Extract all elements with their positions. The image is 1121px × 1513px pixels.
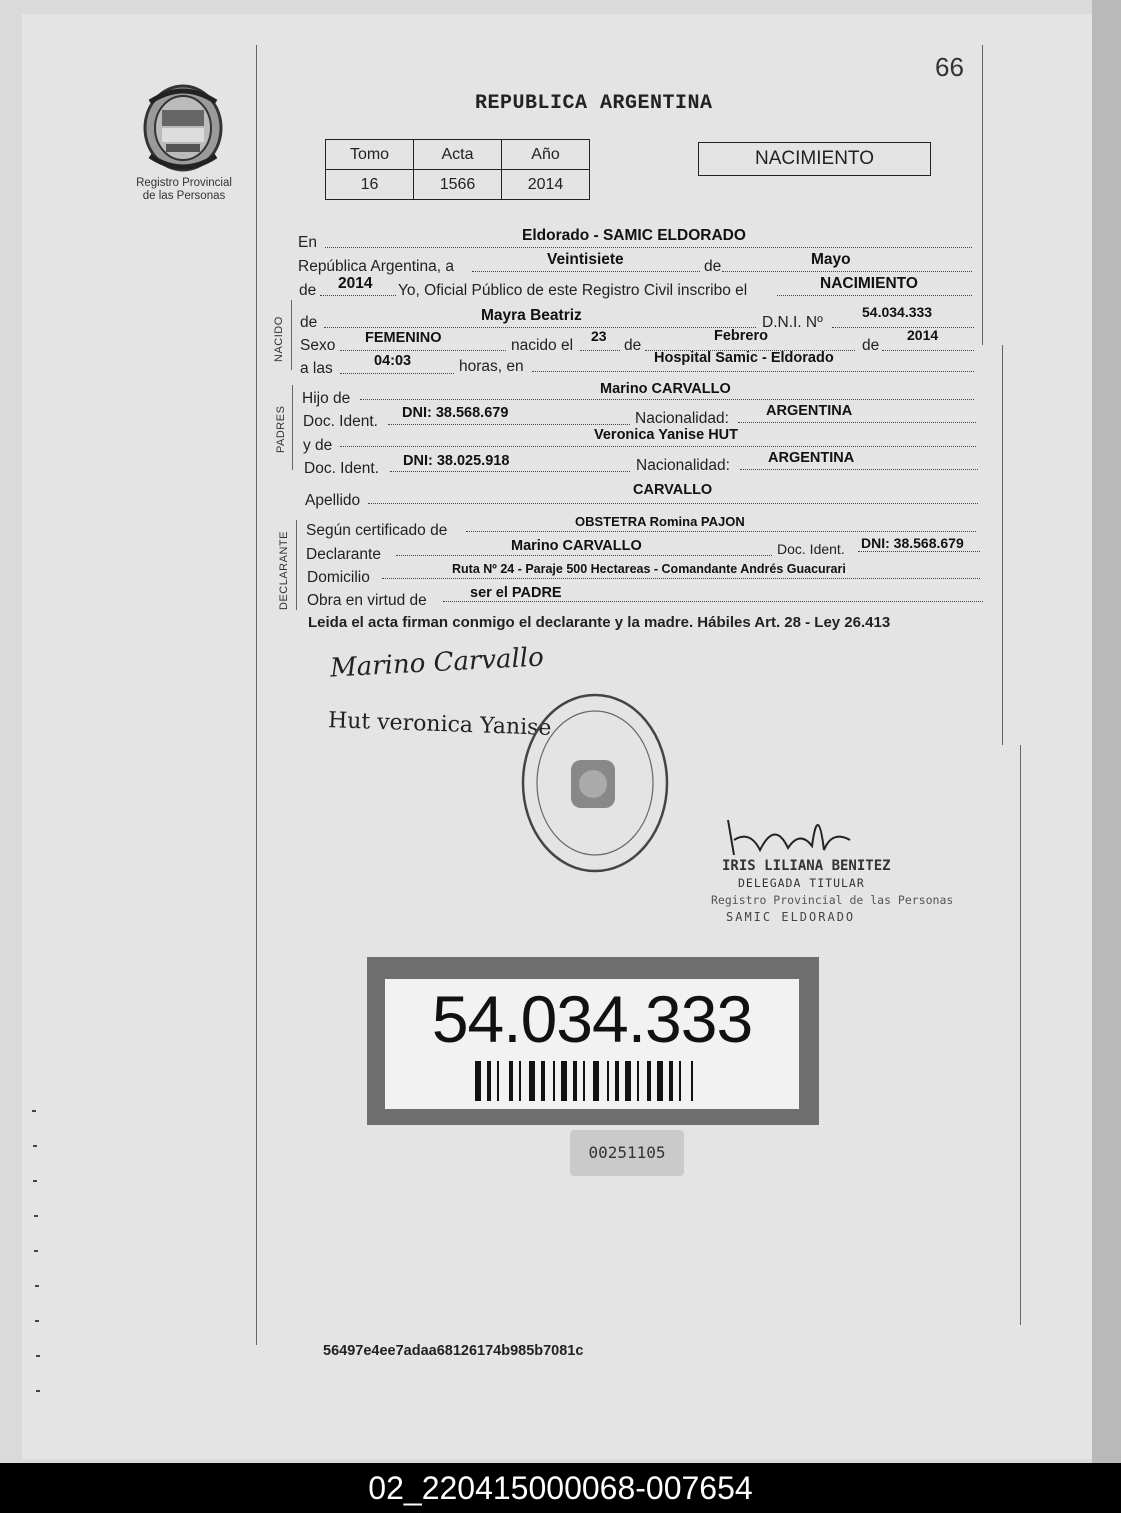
field-padre-nac: ARGENTINA: [766, 403, 853, 419]
barcode-bar: [529, 1061, 535, 1101]
field-padre-doc: DNI: 38.568.679: [402, 405, 509, 421]
label-de-anio-nac: de: [862, 337, 880, 354]
header-acta: Acta: [414, 140, 502, 170]
label-y-de: y de: [303, 437, 333, 454]
section-line-declarante: [296, 520, 297, 610]
record-type-box: NACIMIENTO: [698, 142, 931, 176]
dotted-line: [722, 271, 972, 272]
field-mes: Mayo: [811, 251, 851, 268]
label-en: En: [298, 234, 317, 251]
barcode-bar: [509, 1061, 513, 1101]
record-table: [325, 139, 590, 200]
dotted-line: [382, 578, 980, 579]
margin-tick: [35, 1320, 39, 1322]
registry-line-1: Registro Provincial: [136, 177, 232, 189]
label-de-nombre: de: [300, 314, 318, 331]
dotted-line: [388, 424, 630, 425]
label-de-anio: de: [299, 282, 317, 299]
field-nac-mes: Febrero: [714, 328, 768, 344]
barcode-bar: [669, 1061, 673, 1101]
value-tomo: 16: [326, 170, 414, 200]
dotted-line: [396, 555, 772, 556]
barcode-number: 54.034.333: [431, 982, 753, 1056]
dotted-line: [777, 295, 972, 296]
dotted-line: [340, 350, 506, 351]
dotted-line: [832, 327, 974, 328]
dotted-line: [882, 350, 974, 351]
label-domicilio: Domicilio: [307, 569, 370, 586]
dotted-line: [472, 271, 700, 272]
record-table-value-row: [326, 170, 590, 200]
officer-name: IRIS LILIANA BENITEZ: [722, 858, 891, 874]
officer-signature-icon: [720, 800, 860, 862]
registry-line-2: de las Personas: [142, 190, 226, 202]
barcode-label: [367, 957, 819, 1125]
dotted-line: [580, 350, 620, 351]
dotted-line: [325, 247, 972, 248]
margin-tick: [33, 1145, 37, 1147]
value-acta: 1566: [414, 170, 502, 200]
field-padre: Marino CARVALLO: [600, 381, 731, 397]
right-margin-line: [1020, 745, 1021, 1325]
barcode-bar: [593, 1061, 599, 1101]
label-apellido: Apellido: [305, 492, 361, 509]
barcode-bar: [615, 1061, 619, 1101]
margin-tick: [36, 1390, 40, 1392]
label-sexo: Sexo: [300, 337, 336, 354]
serial-sticker: [570, 1130, 684, 1176]
barcode-bar: [541, 1061, 545, 1101]
dotted-line: [368, 503, 978, 504]
document-title: REPUBLICA ARGENTINA: [475, 92, 713, 115]
label-declarante: Declarante: [306, 546, 381, 563]
dotted-line: [738, 422, 976, 423]
dotted-line: [443, 601, 983, 602]
officer-location: SAMIC ELDORADO: [726, 910, 856, 924]
dotted-line: [360, 399, 974, 400]
officer-org: Registro Provincial de las Personas: [711, 893, 954, 907]
dotted-line: [340, 373, 454, 374]
field-sexo: FEMENINO: [365, 330, 442, 346]
barcode-bar: [561, 1061, 567, 1101]
margin-tick: [36, 1355, 40, 1357]
label-republica: República Argentina, a: [298, 258, 454, 275]
field-nombre: Mayra Beatriz: [481, 307, 582, 324]
barcode-bar: [647, 1061, 651, 1101]
side-label-declarante: DECLARANTE: [278, 531, 290, 610]
closing-statement: Leida el acta firman conmigo el declarante y la madre. Hábiles Art. 28 - Ley 26.413: [308, 614, 891, 631]
field-nac-dia: 23: [591, 328, 607, 344]
side-label-padres: PADRES: [275, 405, 287, 453]
dotted-line: [390, 471, 630, 472]
officer-role: DELEGADA TITULAR: [738, 876, 865, 890]
field-madre-doc: DNI: 38.025.918: [403, 453, 510, 469]
field-declarante-doc: DNI: 38.568.679: [861, 535, 964, 551]
dotted-line: [740, 469, 978, 470]
label-de: de: [704, 258, 722, 275]
footer-id: 02_220415000068-007654: [368, 1470, 753, 1506]
field-madre-nac: ARGENTINA: [768, 450, 855, 466]
label-obra: Obra en virtud de: [307, 592, 427, 609]
page-right-edge: [1092, 0, 1121, 1463]
label-nacido-el: nacido el: [511, 337, 574, 354]
right-margin-line: [982, 45, 983, 345]
label-segun: Según certificado de: [306, 522, 448, 539]
dotted-line: [532, 371, 974, 372]
field-lugar-nac: Hospital Samic - Eldorado: [654, 350, 834, 366]
barcode-bar: [497, 1061, 499, 1101]
barcode-bar: [637, 1061, 639, 1101]
barcode-bar: [625, 1061, 631, 1101]
label-dni: D.N.I. Nº: [762, 314, 823, 331]
dotted-line: [858, 551, 980, 552]
field-apellido: CARVALLO: [633, 482, 713, 498]
province-seal-icon: [140, 82, 226, 174]
dotted-line: [340, 446, 976, 447]
dotted-line: [324, 327, 756, 328]
margin-tick: [33, 1180, 37, 1182]
barcode-icon: [475, 1061, 745, 1101]
serial-number: 00251105: [588, 1143, 666, 1162]
section-line-nacido: [291, 300, 292, 370]
margin-tick: [34, 1215, 38, 1217]
official-stamp-icon: [513, 688, 673, 878]
right-margin-line: [1002, 345, 1003, 745]
margin-tick: [35, 1285, 39, 1287]
barcode-bar: [583, 1061, 585, 1101]
label-yo: Yo, Oficial Público de este Registro Civil inscribo el: [398, 282, 748, 299]
barcode-bar: [475, 1061, 481, 1101]
label-doc-padre: Doc. Ident.: [303, 413, 378, 430]
header-tomo: Tomo: [326, 140, 414, 170]
field-obra: ser el PADRE: [470, 585, 562, 601]
registry-name: [126, 177, 242, 203]
field-declarante: Marino CARVALLO: [511, 538, 642, 554]
field-domicilio: Ruta Nº 24 - Paraje 500 Hectareas - Comandante Andrés Guacurari: [452, 562, 846, 576]
document-hash: 56497e4ee7adaa68126174b985b7081c: [323, 1343, 584, 1359]
signature-declarante: Marino Carvallo: [329, 642, 545, 684]
barcode-panel: [385, 979, 799, 1109]
field-madre: Veronica Yanise HUT: [594, 427, 738, 443]
field-hora: 04:03: [374, 353, 412, 369]
barcode-bar: [519, 1061, 521, 1101]
label-hijo-de: Hijo de: [302, 390, 351, 407]
barcode-bar: [657, 1061, 663, 1101]
label-de-mes: de: [624, 337, 642, 354]
barcode-bar: [573, 1061, 577, 1101]
label-doc-madre: Doc. Ident.: [304, 460, 379, 477]
label-a-las: a las: [300, 360, 333, 377]
barcode-bar: [691, 1061, 693, 1101]
field-nac-anio: 2014: [907, 327, 939, 343]
label-horas-en: horas, en: [459, 358, 524, 375]
margin-tick: [34, 1250, 38, 1252]
footer-id-bar: [0, 1463, 1121, 1513]
margin-tick: [32, 1110, 36, 1112]
barcode-bar: [487, 1061, 491, 1101]
left-margin-line: [256, 45, 257, 1345]
field-dni: 54.034.333: [862, 304, 933, 320]
field-lugar: Eldorado - SAMIC ELDORADO: [522, 227, 746, 244]
section-line-padres: [292, 385, 293, 470]
label-doc-declarante: Doc. Ident.: [777, 541, 845, 557]
dotted-line: [466, 531, 976, 532]
side-label-nacido: NACIDO: [273, 316, 285, 362]
dotted-line: [320, 295, 396, 296]
barcode-bar: [607, 1061, 609, 1101]
label-nac-madre: Nacionalidad:: [636, 457, 730, 474]
barcode-bar: [679, 1061, 681, 1101]
page-number: 66: [935, 52, 964, 82]
value-anio: 2014: [502, 170, 590, 200]
record-table-header-row: [326, 140, 590, 170]
header-anio: Año: [502, 140, 590, 170]
field-certificado: OBSTETRA Romina PAJON: [575, 514, 745, 529]
field-acto: NACIMIENTO: [820, 275, 918, 292]
barcode-bar: [553, 1061, 555, 1101]
label-nac-padre: Nacionalidad:: [635, 410, 729, 427]
signature-madre: Hut veronica Yanise: [327, 708, 552, 741]
field-anio: 2014: [338, 275, 373, 292]
field-dia-texto: Veintisiete: [547, 251, 624, 268]
